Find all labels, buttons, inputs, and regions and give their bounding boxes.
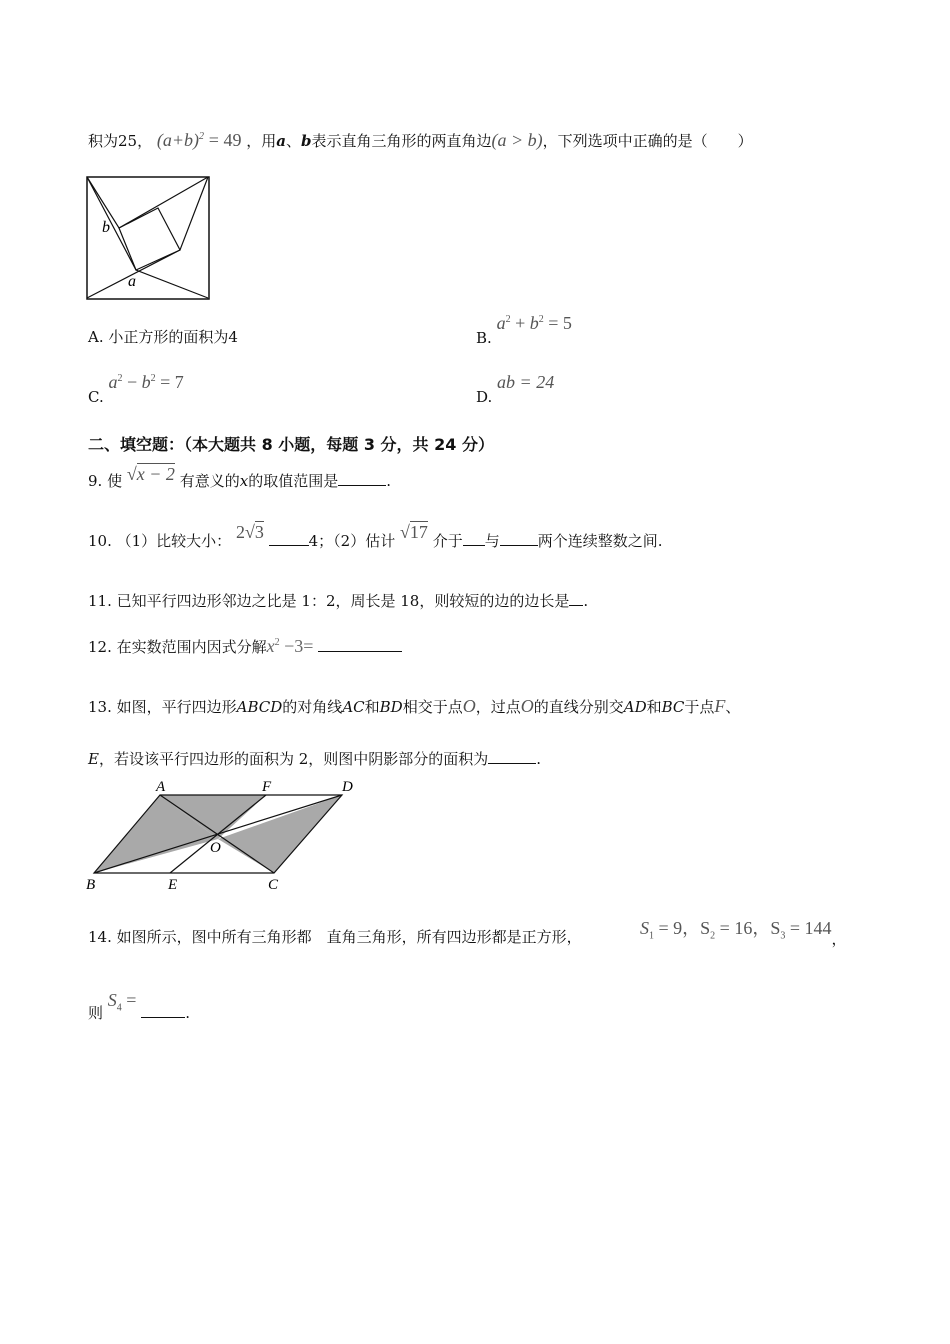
q14-s4: [107, 990, 137, 1014]
q14-s3-sub: 3: [780, 930, 786, 942]
q11-number: 11.: [88, 592, 112, 610]
q10-sqrt17: √17: [400, 522, 428, 542]
q13-o: O: [462, 696, 476, 716]
option-a[interactable]: [88, 326, 238, 347]
q13-line1: [88, 696, 740, 717]
q8-intro-b: ，用: [246, 132, 277, 150]
q10-compare-blank[interactable]: [269, 531, 309, 546]
q10-coef: 2: [235, 522, 245, 542]
q11: [88, 590, 588, 611]
q8-square-figure: [86, 176, 212, 302]
label-a: A: [156, 779, 166, 795]
q14-s2: S: [700, 918, 711, 938]
q14-text: 如图所示，图中所有三角形都 直角三角形，所有四边形都是正方形，: [116, 928, 582, 946]
q9: [88, 464, 391, 491]
q14-answer-blank[interactable]: [141, 1003, 185, 1018]
q13-bc: BC: [661, 698, 685, 716]
q14-comma: ，: [831, 930, 847, 948]
q13-end: .: [536, 750, 542, 768]
q14-line2: [88, 990, 191, 1022]
q13-t6: 的直线分别交: [533, 698, 624, 716]
q13-t1: 如图，平行四边形: [116, 698, 237, 716]
q13-t7: 和: [646, 698, 662, 716]
q10-upper-blank[interactable]: [500, 531, 538, 546]
option-c-rhs: = 7: [155, 372, 184, 392]
outer-square: [87, 177, 209, 299]
q8-intro-a: 积为25，: [88, 132, 153, 150]
q9-radicand: x − 2: [136, 464, 175, 484]
q14-s2-val: = 16，: [715, 918, 771, 938]
q13-parallelogram-figure: [84, 776, 364, 896]
q9-var: x: [239, 472, 249, 490]
inner-square: [119, 208, 180, 270]
q8-expr1-pow: 2: [199, 131, 205, 142]
q13-t5: ，过点: [475, 698, 521, 716]
q12-rest: −3=: [279, 636, 314, 656]
option-b-letter: B.: [476, 329, 492, 347]
q8-expr1: [157, 130, 204, 150]
q8-intro-d: ，下列选项中正确的是（ ）: [542, 132, 753, 150]
q8-var-a: a: [276, 132, 286, 150]
q12-answer-blank[interactable]: [318, 637, 402, 652]
q13-t9: 、: [725, 698, 741, 716]
q9-number: 9.: [88, 472, 103, 490]
q10-p5: 两个连续整数之间.: [537, 532, 663, 550]
q8-expr1-rhs: = 49: [208, 130, 242, 150]
label-f: F: [262, 779, 272, 795]
q10-radicand2: 17: [409, 522, 428, 542]
q14-s-values: [640, 918, 832, 942]
q9-end: .: [386, 472, 391, 490]
label-c: C: [268, 877, 279, 893]
q13-abcd: ABCD: [236, 698, 283, 716]
option-c-pow1: 2: [117, 373, 123, 384]
label-o: O: [210, 840, 221, 856]
option-d[interactable]: [476, 372, 555, 406]
q9-pre: 使: [107, 472, 123, 490]
q14-line1: [88, 926, 582, 947]
q13-ac: AC: [342, 698, 365, 716]
option-c-expr: [109, 372, 184, 392]
option-d-expr: ab = 24: [497, 372, 555, 392]
q12-number: 12.: [88, 638, 112, 656]
option-c-letter: C.: [88, 388, 104, 406]
q14-s2-sub: 2: [710, 930, 716, 942]
q13-ad: AD: [623, 698, 647, 716]
option-b-plus: +: [510, 313, 530, 333]
option-b-rhs: = 5: [543, 313, 572, 333]
q8-expr1-base: (a+b): [156, 130, 200, 150]
figure-label-b: b: [102, 219, 110, 236]
q8-var-b: b: [301, 132, 312, 150]
q8-sep: 、: [285, 132, 301, 150]
q10-radicand: 3: [254, 522, 264, 542]
q14-s3-val: = 144: [785, 918, 832, 938]
q13-o-2: O: [520, 696, 534, 716]
q10-lower-blank[interactable]: [463, 531, 485, 546]
q12: [88, 636, 402, 657]
q10-p1: （1）比较大小：: [116, 532, 232, 550]
option-b-base2: b: [529, 313, 539, 333]
q10-p2: 4；（2）估计: [308, 532, 396, 550]
q13-t2: 的对角线: [282, 698, 343, 716]
triangle-bottom: [87, 177, 208, 298]
q8-intro-c: 表示直角三角形的两直角边: [311, 132, 492, 150]
q9-mid: 有意义的: [179, 472, 240, 490]
q13-t8: 于点: [684, 698, 715, 716]
label-d: D: [342, 779, 353, 795]
q11-answer-blank[interactable]: [569, 591, 583, 606]
q9-post: 的取值范围是: [248, 472, 339, 490]
triangle-left: [87, 177, 208, 298]
q10-p4: 与: [484, 532, 500, 550]
figure-label-a: a: [128, 273, 136, 290]
q13-f: F: [714, 696, 726, 716]
option-c[interactable]: [88, 372, 184, 406]
q14-s4-letter: S: [107, 990, 117, 1010]
q10-expr: 2√3: [235, 522, 264, 542]
q14-s1: S: [640, 918, 649, 938]
option-b-pow1: 2: [505, 314, 511, 325]
label-e: E: [168, 877, 178, 893]
option-d-letter: D.: [476, 388, 493, 406]
option-a-text: 小正方形的面积为4: [108, 328, 238, 346]
q13-line2-text: ，若设该平行四边形的面积为 2，则图中阴影部分的面积为: [98, 750, 489, 768]
q14-values: [640, 914, 847, 948]
option-c-minus: −: [122, 372, 142, 392]
option-c-base2: b: [141, 372, 151, 392]
q10-p3: 介于: [432, 532, 463, 550]
option-c-base1: a: [108, 372, 118, 392]
q13-line2: [88, 748, 541, 769]
q9-sqrt: √x − 2: [126, 464, 175, 484]
option-b-base1: a: [496, 313, 506, 333]
option-b[interactable]: [476, 313, 572, 347]
q8-intro-line: [88, 130, 753, 151]
q8-condition: (a > b): [491, 130, 543, 150]
q12-pow: 2: [274, 637, 280, 648]
label-b: B: [86, 877, 96, 893]
option-b-pow2: 2: [538, 314, 544, 325]
q13-answer-blank[interactable]: [488, 749, 536, 764]
q13-bd: BD: [379, 698, 403, 716]
q10-number: 10.: [88, 532, 112, 550]
q11-end: .: [583, 592, 589, 610]
q14-s4-sub: 4: [116, 1002, 122, 1014]
section-heading: 二、填空题：（本大题共 8 小题，每题 3 分，共 24 分）: [88, 435, 494, 454]
q14-end: .: [185, 1004, 191, 1022]
q14-s1-sub: 1: [649, 930, 654, 942]
q11-text: 已知平行四边形邻边之比是 1：2，周长是 18，则较短的边的边长是: [116, 592, 570, 610]
option-b-expr: [497, 313, 572, 333]
option-c-pow2: 2: [150, 373, 156, 384]
q14-number: 14.: [88, 928, 112, 946]
q12-expr: [267, 636, 314, 656]
q9-answer-blank[interactable]: [338, 471, 386, 486]
q13-e: E: [88, 750, 99, 768]
q13-t3: 和: [364, 698, 380, 716]
q13-number: 13.: [88, 698, 112, 716]
q14-s4-eq: =: [121, 990, 137, 1010]
q12-var: x: [266, 636, 275, 656]
q10: [88, 522, 663, 551]
option-a-letter: A.: [88, 328, 104, 346]
q14-s3: S: [770, 918, 781, 938]
q14-s1-val: = 9，: [654, 918, 701, 938]
q12-text: 在实数范围内因式分解: [116, 638, 267, 656]
q14-then: 则: [88, 1004, 104, 1022]
q13-t4: 相交于点: [402, 698, 463, 716]
